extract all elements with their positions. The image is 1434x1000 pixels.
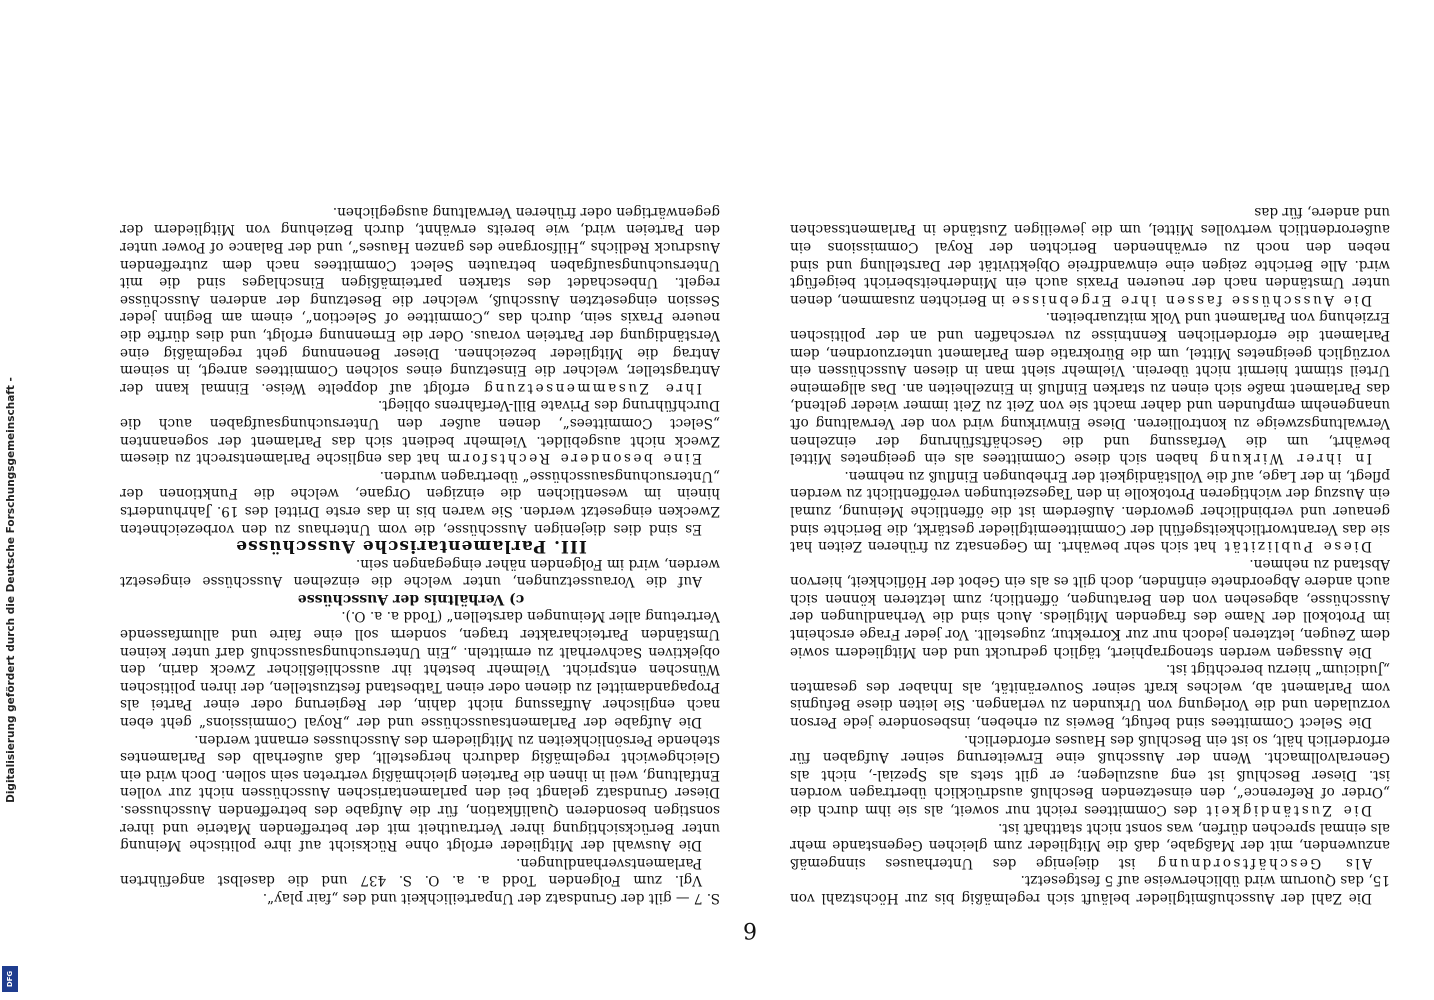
paragraph: Die Zuständigkeit des Committees reicht nur soweit, als sie ihm durch die „Order of Reference“, den einsetzenden Beschluß ausdrücklich übertragen worden ist. Dieser Beschluß ist eng auszulegen; er gilt stets als Spezial-, nicht als Generalvollmacht. Wenn der Ausschuß eine Erweiterung seiner Aufgaben für erforderlich hält, so ist ein Beschluß des Hauses erforderlich. [790, 731, 1390, 819]
right-column [120, 106, 720, 906]
paragraph: Die Aussagen werden stenographiert, täglich gedruckt und den Mitgliedern sowie dem Zeugen, letzteren jedoch nur zur Korrektur, zugestellt. Vor jeder Frage erscheint im Protokoll der Name des fragenden Mitglieds. Auch sind die Verhandlungen der Ausschüsse, abgesehen von den Beratungen, öffentlich; zum letzteren können sich auch andere Abgeordnete einfinden, doch gilt es als ein Gebot der Höflichkeit, hiervon Abstand zu nehmen. [790, 555, 1390, 660]
chapter-heading: III. Parlamentarische Ausschüsse [235, 536, 587, 557]
emphasis: In ihrer Wirkung [1206, 450, 1372, 467]
paragraph: Die Auswahl der Mitglieder erfolgt ohne Rücksicht auf ihre politische Meinung unter Berücksichtigung ihrer Vertrautheit mit der betreffenden Materie und ihrer sonstigen besonderen Qualifikation, für die Aufgabe des betreffenden Ausschusses. Dieser Grundsatz gelangt bei den parlamentarischen Ausschüssen nicht zur vollen Entfaltung, weil in ihnen die Parteien gleichmäßig vertreten sein sollen. Doch wird ein Gleichgewicht regelmäßig dadurch hergestellt, daß außerhalb des Parlamentes stehende Persönlichkeiten zu Mitgliedern des Ausschusses ernannt werden. [120, 731, 720, 854]
scanned-page [100, 80, 1400, 950]
emphasis: Diese Publizität [1222, 538, 1372, 555]
paragraph: Die Ausschüsse fassen ihre Ergebnisse in Berichten zusammen, denen unter Umständen nach der neueren Praxis auch ein Minderheitsbericht beigefügt wird. Alle Berichte zeigen eine einwandfreie Objektivität der Darstellung und sind neben den noch zu erwähnenden Berichten der Royal Commissions ein außerordentlich wertvolles Mittel, um die jeweiligen Zustände in Parlamentssachen und andere, für das [790, 203, 1390, 308]
paragraph: S. 7 — gilt der Grundsatz der Unparteilichkeit und des „fair play“. [262, 890, 720, 906]
paragraph: Auf die Voraussetzungen, unter welche die einzelnen Ausschüsse eingesetzt werden, wird im Folgenden näher eingegangen sein. [120, 555, 720, 590]
emphasis: Eine besondere Rechtsform [445, 450, 702, 467]
paragraph: Die Aufgabe der Parlamentsausschüsse und der „Royal Commissions“ geht eben nach englischer Auffassung nicht dahin, der Regierung oder einer Partei als Propagandamittel zu dienen oder einen Tatbestand festzustellen, der ihren politischen Wünschen entspricht. Vielmehr besteht ihr ausschließlicher Zweck darin, den objektiven Sachverhalt zu ermitteln. „Ein Untersuchungsausschuß darf unter keinen Umständen Parteicharakter tragen, sondern soll eine faire und allumfassende Vertretung aller Meinungen darstellen“ (Todd a. a. O.). [120, 608, 720, 731]
dfg-logo-text: DFG [6, 970, 14, 988]
reference-note: Vgl. zum Folgenden Todd a. a. O. S. 437 und die daselbst angeführten Parlamentsverhandlungen. [120, 854, 702, 889]
emphasis: Die Ausschüsse fassen ihre Ergebnisse [1009, 291, 1372, 308]
paragraph: Die Zahl der Ausschußmitglieder beläuft sich regelmäßig bis zur Höchstzahl von 15, das Quorum wird üblicherweise auf 5 festgesetzt. [790, 872, 1390, 906]
paragraph: Diese Publizität hat sich sehr bewährt. Im Gegensatz zu früheren Zeiten hat sie das Verantwortlichkeitsgefühl der Committeemitglieder gestärkt, die Berichte sind genauer und verbindlicher geworden. Außerdem ist die öffentliche Meinung, zumal ein Auszug der wichtigeren Protokolle in den Tageszeitungen veröffentlicht zu werden pflegt, in der Lage, auf die Vollständigkeit der Erhebungen Einfluß zu nehmen. [790, 467, 1390, 555]
paragraph: Eine besondere Rechtsform hat das englische Parlamentsrecht zu diesem Zweck nicht ausgebildet. Vielmehr bedient sich das Parlament der sogenannten „Select Committees“, denen außer den Untersuchungsaufgaben auch die Durchführung des Private Bill-Verfahrens obliegt. [120, 397, 720, 467]
section-heading: c) Verhältnis der Ausschüsse [297, 590, 525, 607]
paragraph: Als Geschäftsordnung ist diejenige des Unterhauses sinngemäß anzuwenden, mit der Maßgabe, daß die Mitglieder zum gleichen Gegenstande mehr als einmal sprechen dürfen, was sonst nicht statthaft ist. [790, 819, 1390, 871]
attribution-strip [0, 0, 22, 1000]
paragraph: Die Select Committees sind befugt, Beweis zu erheben, insbesondere jede Person vorzuladen und die Vorlegung von Urkunden zu verlangen. Sie leiten diese Befugnis vom Parlament ab, welches kraft seiner Souveränität, als Inhaber des gesamten „Judicium“ hierzu berechtigt ist. [790, 661, 1390, 731]
paragraph: Ihre Zusammensetzung erfolgt auf doppelte Weise. Einmal kann der Antragsteller, welcher die Einsetzung eines solchen Committees anregt, in seinem Antrag die Mitglieder bezeichnen. Dieser Benennung geht regelmäßig eine Verständigung der Parteien voraus. Oder die Ernennung erfolgt, und dies dürfte die neuere Praxis sein, durch das „Committee of Selection“, einem am Beginn jeder Session eingesetzten Ausschuß, welcher die Besetzung der anderen Ausschüsse regelt. Unbeschadet des starken parteimäßigen Einschlages sind die mit Untersuchungsaufgaben betrauten Select Committees nach dem zutreffenden Ausdruck Redlichs „Hilfsorgane des ganzen Hauses“, und der Balance of Power unter den Parteien wird, wie bereits erwähnt, durch Beziehung von Mitgliedern der gegenwärtigen oder früheren Verwaltung ausgeglichen. [120, 203, 720, 396]
emphasis: Die Zuständigkeit [1204, 802, 1372, 819]
dfg-logo [2, 966, 18, 992]
attribution-text: Digitalisierung gefördert durch die Deutsche Forschungsgemeinschaft - [5, 377, 17, 803]
left-column [790, 106, 1390, 906]
paragraph: In ihrer Wirkung haben sich diese Committees als ein geeignetes Mittel bewährt, um die Verfassung und die Geschäftsführung der einzelnen Verwaltungszweige zu kontrollieren. Diese Einwirkung wird von der Verwaltung oft unangenehm empfunden und daher macht sie von Zeit zu Zeit immer wieder geltend, das Parlament maße sich einen zu starken Einfluß in Einzelheiten an. Das allgemeine Urteil stimmt hiermit nicht überein. Vielmehr sieht man in diesen Ausschüssen ein vorzüglich geeignetes Mittel, um die Bürokratie dem Parlament unterzuordnen, dem Parlament die erforderlichen Kenntnisse zu verschaffen und an der politischen Erziehung von Parlament und Volk mitzuarbeiten. [790, 309, 1390, 467]
page-number: 6 [743, 917, 757, 942]
emphasis: Als Geschäftsordnung [1155, 854, 1372, 871]
emphasis: Ihre Zusammensetzung [481, 379, 702, 396]
paragraph: Es sind dies diejenigen Ausschüsse, die vom Unterhaus zu den vorbezeichneten Zwecken eingesetzt werden. Sie waren bis in das erste Drittel des 19. Jahrhunderts hinein im wesentlichen die einzigen Organe, welche die Funktionen der „Untersuchungsausschüsse“ übertragen wurden. [120, 467, 720, 537]
